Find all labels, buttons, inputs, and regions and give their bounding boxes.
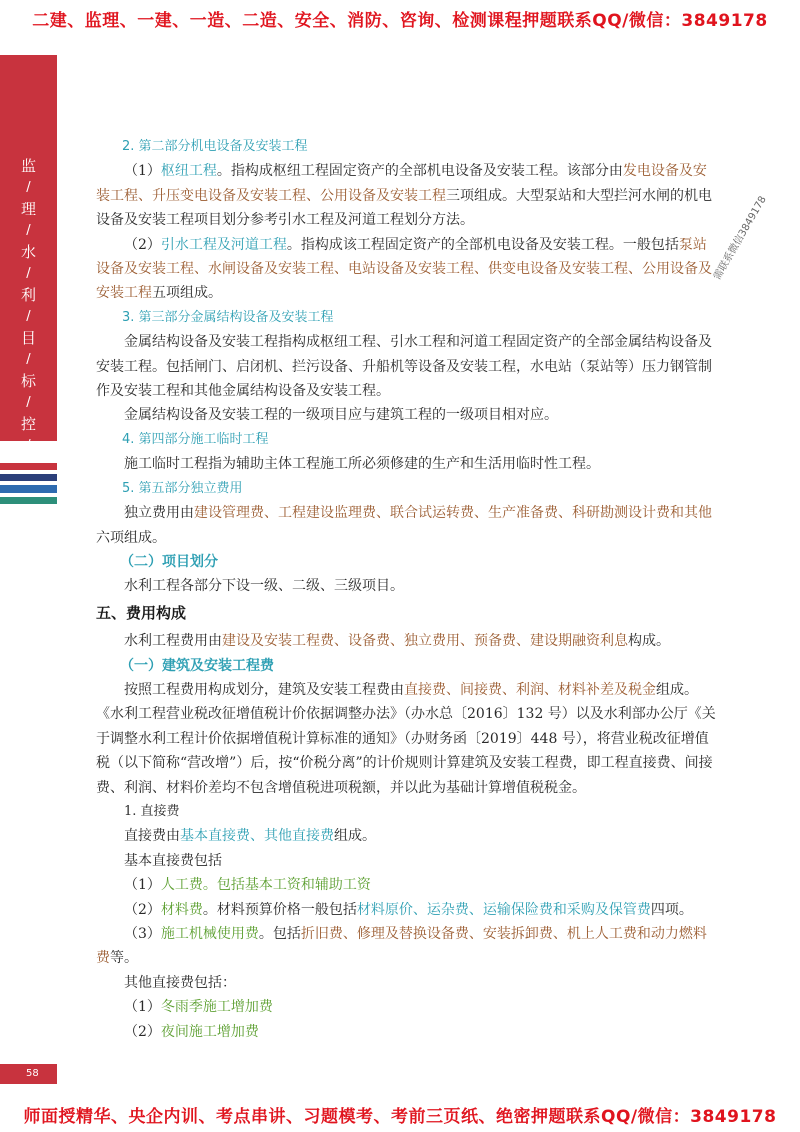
subsection-heading: （二）项目划分 [120, 553, 218, 570]
paragraph: （1）枢纽工程。指构成枢纽工程固定资产的全部机电设备及安装工程。该部分由发电设备及安装工程、升压变电设备及安装工程、公用设备及安装工程三项组成。大型泵站和大型拦河水闸的机电设备及安装工程项目划分参考引水工程及河道工程划分方法。 [96, 163, 712, 229]
top-promo-banner: 二建、监理、一建、一造、二造、安全、消防、咨询、检测课程押题联系QQ/微信：3849178 [32, 11, 768, 31]
subsection-heading: （一）建筑及安装工程费 [120, 657, 274, 674]
sidebar-title [0, 155, 57, 479]
sidebar-separator: / [26, 352, 31, 367]
bottom-promo-banner: 师面授精华、央企内训、考点串讲、习题模考、考前三页纸、绝密押题联系QQ/微信：3849178 [23, 1107, 777, 1127]
section-heading: 3. 第三部分金属结构设备及安装工程 [122, 309, 334, 325]
side-watermark: 需联系微信3849178 [711, 194, 769, 282]
sidebar-char: 控 [20, 415, 36, 433]
decor-stripe-blue [0, 485, 57, 493]
paragraph: 水利工程各部分下设一级、二级、三级项目。 [124, 578, 404, 595]
list-item: （1）人工费。包括基本工资和辅助工资 [124, 877, 371, 894]
paragraph: 水利工程费用由建设及安装工程费、设备费、独立费用、预备费、建设期融资利息构成。 [124, 633, 670, 650]
paragraph: 金属结构设备及安装工程指构成枢纽工程、引水工程和河道工程固定资产的全部金属结构设备及安装工程。包括闸门、启闭机、拦污设备、升船机等设备及安装工程，水电站（泵站等）压力钢管制作及安装工程和其他金属结构设备及安装工程。 [96, 334, 712, 400]
decor-stripe-navy [0, 474, 57, 481]
decor-stripe-red [0, 463, 57, 470]
sidebar-char: 监 [20, 157, 36, 175]
list-item: （2）夜间施工增加费 [124, 1023, 259, 1040]
sidebar-separator: / [26, 266, 31, 281]
sidebar-separator: / [26, 309, 31, 324]
paragraph: 其他直接费包括： [124, 974, 236, 991]
paragraph: 独立费用由建设管理费、工程建设监理费、联合试运转费、生产准备费、科研勘测设计费和其他六项组成。 [96, 505, 712, 546]
list-item: （1）冬雨季施工增加费 [124, 999, 273, 1016]
paragraph: （2）引水工程及河道工程。指构成该工程固定资产的全部机电设备及安装工程。一般包括泵站设备及安装工程、水闸设备及安装工程、电站设备及安装工程、供变电设备及安装工程、公用设备及安装工程五项组成。 [96, 236, 712, 302]
paragraph: 金属结构设备及安装工程的一级项目应与建筑工程的一级项目相对应。 [124, 407, 558, 424]
sidebar-char: 利 [20, 286, 36, 304]
list-item: （2）材料费。材料预算价格一般包括材料原价、运杂费、运输保险费和采购及保管费四项。 [124, 901, 693, 918]
decor-stripe-teal [0, 497, 57, 504]
list-item: （3）施工机械使用费。包括折旧费、修理及替换设备费、安装拆卸费、机上人工费和动力燃料费等。 [96, 926, 707, 967]
section-heading: 5. 第五部分独立费用 [122, 480, 243, 496]
sidebar-separator: / [26, 395, 31, 410]
sidebar-char: 目 [20, 329, 36, 347]
page-body [96, 135, 716, 1044]
section-heading: 4. 第四部分施工临时工程 [122, 431, 269, 447]
sidebar-char: 理 [20, 200, 36, 218]
subsection-heading: 1. 直接费 [124, 803, 180, 819]
page-number: 58 [0, 1064, 57, 1084]
paragraph: 直接费由基本直接费、其他直接费组成。 [124, 828, 376, 845]
paragraph: 基本直接费包括 [124, 852, 222, 869]
sidebar-separator: / [26, 180, 31, 195]
sidebar-char: 水 [20, 243, 36, 261]
paragraph: 按照工程费用构成划分，建筑及安装工程费由直接费、间接费、利润、材料补差及税金组成。《水利工程营业税改征增值税计价依据调整办法》（办水总〔2016〕132 号）以及水利部办公厅《关于调整水利工程计价依据增值税计算标准的通知》（办财务函〔2019〕448 号），将营业税改征增值税（以下简称“营改增”）后，按“价税分离”的计价规则计算建筑及安装工程费，即工程直接费、间接费、利润、材料价差均不包含增值税进项税额，并以此为基础计算增值税税金。 [96, 681, 716, 796]
paragraph: 施工临时工程指为辅助主体工程施工所必须修建的生产和生活用临时性工程。 [124, 456, 600, 473]
chapter-heading: 五、费用构成 [96, 603, 187, 622]
sidebar-char: 标 [20, 372, 36, 390]
section-heading: 2. 第二部分机电设备及安装工程 [122, 139, 308, 154]
chapter-sidebar [0, 55, 57, 453]
sidebar-separator: / [26, 438, 31, 453]
sidebar-separator: / [26, 223, 31, 238]
